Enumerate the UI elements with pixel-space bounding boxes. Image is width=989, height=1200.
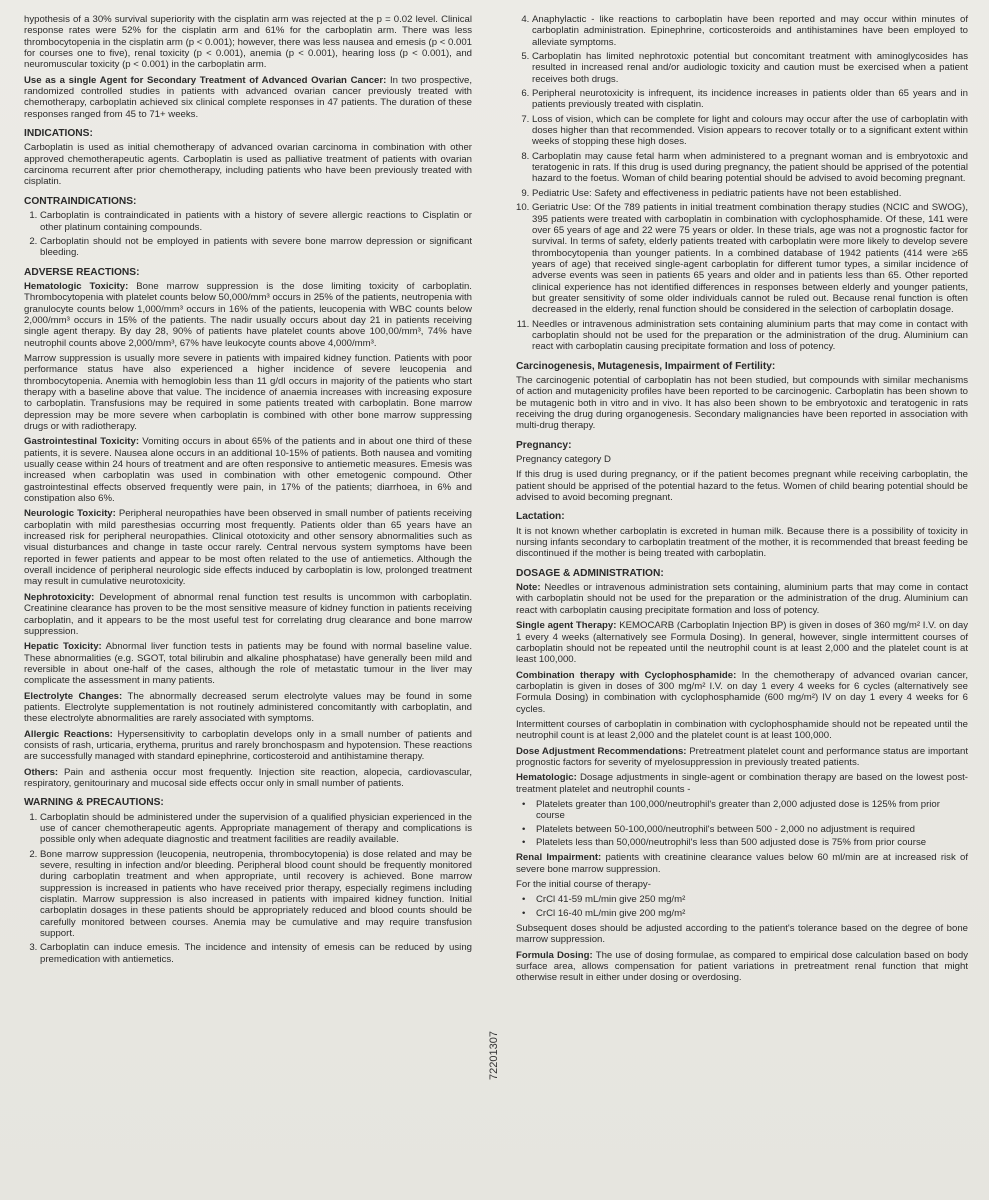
list-item: 8. Carboplatin may cause fetal harm when administered to a pregnant woman and is embryotoxic and teratogenic in rats. If this drug is used during pregnancy, the patient should be apprised of the potential hazard to the foetus. Woman of child bearing potential should be advised to avoid becoming pregnant. [532,151,968,185]
renal-initial: For the initial course of therapy- [516,879,651,891]
contraindications-heading: CONTRAINDICATIONS: [24,195,137,207]
gastro-paragraph: Gastrointestinal Toxicity: Vomiting occurs in about 65% of the patients and in about one third of these patients, it is severe. Nausea alone occurs in an additional 10-15% of patients. Both nausea and vomiting usually cease within 24 hours of treatment and are often responsive to antiemetic measures. Emesis was increased when carboplatin was used in combination with other emetogenic compound. Other gastrointestinal effects observed frequently were pain, in 17% of the patients; diarrhoea, in 6% and constipation also 6%. [24,436,473,505]
intro-paragraph: hypothesis of a 30% survival superiority with the cisplatin arm was rejected at the p = 0.02 level. Clinical response rates were 52% for the cisplatin arm and 61% for the carboplatin arm. There was less thrombocytopenia in the cisplatin arm (p < 0.001); however, there was less nausea and emesis (p < 0.001 for courses one to five), renal toxicity (p < 0.001), anemia (p < 0.001), hearing loss (p < 0.001), and neuromuscular toxicity (p < 0.001) in the carboplatin arm. [24,14,472,71]
list-item: 2. Bone marrow suppression (leucopenia, neutropenia, thrombocytopenia) is dose related and may be severe, resulting in infection and/or bleeding. Peripheral blood count should be frequently monitored during carboplatin treatment and when appropriate, until recovery is achieved. Bone marrow suppression is increased in patients who have received prior therapy, especially regimens including cisplatin. Marrow suppression is also increased in patients with impaired kidney function. Initial carboplatin dosages in these patients should be appropriately reduced and blood counts should be carefully monitored between courses. Anemia may be cumulative and may require transfusion support. [40,849,472,940]
formula-paragraph: Formula Dosing: The use of dosing formulae, as compared to empirical dose calculation based on body surface area, allows compensation for patient variations in pretreatment renal function that might otherwise result in either under dosing or overdosing. [516,949,968,984]
list-item: 5. Carboplatin has limited nephrotoxic potential but concomitant treatment with aminoglycosides has resulted in increased renal and/or audiologic toxicity and caution must be exercised when a patient receives both drugs. [532,51,968,85]
marrow-paragraph: Marrow suppression is usually more severe in patients with impaired kidney function. Patients with poor performance status have also experienced a higher incidence of severe leucopenia and thrombocytopenia. Anemia with hemoglobin less than 11 g/dl occurs in majority of the patients who start therapy with a baseline above that value. The incidence of anaemia increases with increasing exposure to carboplatin. Transfusions may be required in some patients treated with carboplatin. Bone marrow depression may be more severe when carboplatin is combined with other bone marrow suppressing drugs or with radiotherapy. [24,352,472,432]
renal-bullets [516,894,968,919]
intermittent-paragraph: Intermittent courses of carboplatin in combination with cyclophosphamide should not be repeated until the neutrophil count is at least 2,000 and the platelet count is at least 100,000. [516,718,968,742]
list-item: 10. Geriatric Use: Of the 789 patients in initial treatment combination therapy studies (NCIC and SWOG), 395 patients were treated with carboplatin in combination with cyclophosphamide. Of these, 141 were over 65 years of age and 22 were 75 years or older. In these trials, age was not a prognostic factor for survival. In terms of safety, elderly patients treated with carboplatin were more likely to develop severe thrombocytopenia than younger patients. In a combined database of 1942 patients (414 were ≥65 years of age) that received single-agent carboplatin for different tumor types, a similar incidence of adverse events was seen in patients 65 years and older and in patients less than 65. Other reported clinical experience has not identified differences in responses between elderly and younger patients, but greater sensitivity of some older individuals cannot be ruled out. Because renal function is often decreased in the elderly, renal function should be considered in the selection of carboplatin dosage. [532,202,968,315]
left-column [24,14,472,969]
allergic-paragraph: Allergic Reactions: Hypersensitivity to carboplatin develops only in a small number of patients and consists of rash, urticaria, erythema, pruritus and rarely bronchospasm and hypotension. These reactions are successfully managed with standard epinephrine, corticosteroid and antihistamine therapy. [24,728,472,763]
hematologic-paragraph: Hematologic Toxicity: Bone marrow suppression is the dose limiting toxicity of carboplatin. Thrombocytopenia with platelet counts below 50,000/mm³ occurs in 25% of the patients, neutropenia with granulocyte counts below 1,000/mm³ occurs in 16% of the patients, leucopenia with WBC counts below 2,000/mm³ occurs in 15% of the patients. The nadir usually occurs about day 21 in patients receiving single agent therapy. By day 28, 90% of patients have platelet counts above 100,00/mm³, 74% have neutrophil counts above 2,000/mm³, 67% have leukocyte counts above 4,000/mm³. [24,280,472,349]
others-paragraph: Others: Pain and asthenia occur most frequently. Injection site reaction, alopecia, cardiovascular, respiratory, genitourinary and mucosal side effects occur only in small number of patients. [24,766,472,789]
lactation-heading: Lactation: [516,511,565,523]
list-item: 4. Anaphylactic - like reactions to carboplatin have been reported and may occur within minutes of carboplatin administration. Epinephrine, corticosteroids and antihistamines have been employed to alleviate symptoms. [532,14,968,48]
list-item: 11. Needles or intravenous administration sets containing aluminium parts that may come in contact with carboplatin should not be used for the preparation or the administration of the drug. Aluminium can react with carboplatin causing precipitate formation and loss of potency. [532,319,968,353]
right-column [516,14,968,988]
list-item: • Platelets greater than 100,000/neutrophil's greater than 2,000 adjusted dose is 125% from prior course [532,799,968,822]
pregnancy-category: Pregnancy category D [516,454,611,466]
list-item: 9. Pediatric Use: Safety and effectiveness in pediatric patients have not been established. [532,188,968,199]
pregnancy-heading: Pregnancy: [516,439,572,451]
note-paragraph: Note: Needles or intravenous administration sets containing, aluminium parts that may come in contact with carboplatin should not be used for the preparation or the administration of the drug. Aluminium can react with carboplatin causing precipitate formation and loss of potency. [516,582,968,616]
list-item: • Platelets less than 50,000/neutrophil's less than 500 adjusted dose is 75% from prior course [532,837,968,848]
electrolyte-paragraph: Electrolyte Changes: The abnormally decreased serum electrolyte values may be found in some patients. Electrolyte supplementation is not routinely administered concomitantly with carboplatin, and these electrolyte abnormalities are rarely associated with symptoms. [24,690,473,725]
hepatic-paragraph: Hepatic Toxicity: Abnormal liver function tests in patients may be found with normal baseline value. These abnormalities (e.g. SGOT, total bilirubin and alkaline phosphatase) have generally been mild and reversible in about one-half of the cases, although the role of metastatic tumour in the liver may complicate the assessment in many patients. [24,641,472,687]
list-item: 6. Peripheral neurotoxicity is infrequent, its incidence increases in patients older than 65 years and in patients previously treated with cisplatin. [532,88,968,111]
adverse-reactions-heading: ADVERSE REACTIONS: [24,266,140,278]
pregnancy-text: If this drug is used during pregnancy, or if the patient becomes pregnant while receiving carboplatin, the patient should be apprised of the potential hazard to the fetus. Women of child bearing potential should be advised to avoid becoming pregnant. [516,469,968,504]
list-item: 3. Carboplatin can induce emesis. The incidence and intensity of emesis can be reduced by using premedication with antiemetics. [40,942,472,965]
list-item: 2. Carboplatin should not be employed in patients with severe bone marrow depression or significant bleeding. [40,236,472,259]
warning-list [24,812,472,965]
print-code: 72201307 [488,1031,500,1080]
renal-paragraph: Renal Impairment: patients with creatinine clearance values below 60 ml/min are at increased risk of severe bone marrow suppression. [516,852,968,875]
carcinogenesis-heading: Carcinogenesis, Mutagenesis, Impairment of Fertility: [516,360,776,372]
combination-paragraph: Combination therapy with Cyclophosphamide: In the chemotherapy of advanced ovarian cancer, carboplatin is given in doses of 300 mg/m² I.V. on day 1 every 4 weeks for 6 cycles (alternatively see Formula Dosing) in combination with cyclophosphamide (600 mg/m²) IV on day 1 every 4 weeks for 6 cycles. [516,669,969,715]
hematologic-bullets [516,799,968,848]
list-item: 1. Carboplatin is contraindicated in patients with a history of severe allergic reactions to Cisplatin or other platinum containing compounds. [40,210,472,233]
warning-list-continued [516,14,968,353]
dose-adjustment-paragraph: Dose Adjustment Recommendations: Pretreatment platelet count and performance status are important prognostic factors for severity of myelosuppression in previously treated patients. [516,745,968,768]
single-agent-paragraph: Use as a single Agent for Secondary Treatment of Advanced Ovarian Cancer: In two prospective, randomized controlled studies in patients with advanced ovarian cancer previously treated with chemotherapy, carboplatin achieved six clinical complete responses in 47 patients. The duration of these responses ranged from 45 to 71+ weeks. [24,74,473,120]
indications-text: Carboplatin is used as initial chemotherapy of advanced ovarian carcinoma in combination with other approved chemotherapeutic agents. Carboplatin is used as palliative treatment of patients with ovarian carcinoma recurrent after prior chemotherapy, including patients who have been previously treated with cisplatin. [24,142,472,188]
lactation-text: It is not known whether carboplatin is excreted in human milk. Because there is a possibility of toxicity in nursing infants secondary to carboplatin treatment of the mother, it is recommended that breast feeding be discontinued if the mother is being treated with carboplatin. [516,525,968,560]
list-item: • Platelets between 50-100,000/neutrophil's between 500 - 2,000 no adjustment is required [532,824,968,835]
list-item: • CrCl 41-59 mL/min give 250 mg/m² [532,894,968,905]
contraindications-list [24,210,472,258]
neuro-paragraph: Neurologic Toxicity: Peripheral neuropathies have been observed in small number of patients receiving carboplatin with mild paresthesias occurring most frequently. Patients older than 65 years have an increased risk for peripheral neuropathies. Clinical ototoxicity and other sensory abnormalities such as visual disturbances and change in taste occur rarely. Central nervous system symptoms have been reported in fewer patients and appear to be most often related to the use of antiemetics. Although the overall incidence of peripheral neurologic side effects induced by carboplatin is low, prolonged treatment may result in cumulative neurotoxicity. [24,508,472,588]
carcinogenesis-text: The carcinogenic potential of carboplatin has not been studied, but compounds with similar mechanisms of action and mutagenicity profiles have been reported to be carcinogenic. Carboplatin has been shown to be mutagenic both in vitro and in vivo. It has also been shown to be embryotoxic and teratogenic in rats receiving the drug during organogenesis. Secondary malignancies have been reported in association with multi-drug therapy. [516,374,968,432]
dosage-heading: DOSAGE & ADMINISTRATION: [516,567,664,579]
list-item: 7. Loss of vision, which can be complete for light and colours may occur after the use of carboplatin with doses higher than that recommended. Vision appears to recover totally or to a significant extent within weeks of stopping these high doses. [532,114,968,148]
indications-heading: INDICATIONS: [24,128,93,140]
single-agent-title: Use as a single Agent for Secondary Treatment of Advanced Ovarian Cancer: [24,74,387,86]
hematologic-dosage-paragraph: Hematologic: Dosage adjustments in single-agent or combination therapy are based on the lowest post-treatment platelet and neutrophil counts - [516,772,968,795]
nephro-paragraph: Nephrotoxicity: Development of abnormal renal function test results is uncommon with carboplatin. Creatinine clearance has proven to be the most sensitive measure of kidney function in patients receiving carboplatin, and it appears to be the most useful test for correlating drug clearance and bone marrow suppression. [24,591,472,637]
warning-heading: WARNING & PRECAUTIONS: [24,797,164,809]
list-item: • CrCl 16-40 mL/min give 200 mg/m² [532,908,968,919]
list-item: 1. Carboplatin should be administered under the supervision of a qualified physician experienced in the use of cancer chemotherapeutic agents. Appropriate management of therapy and complications is possible only when adequate diagnostic and treatment facilities are readily available. [40,812,472,846]
subsequent-paragraph: Subsequent doses should be adjusted according to the patient's tolerance based on the degree of bone marrow suppression. [516,923,968,946]
single-agent-therapy-paragraph: Single agent Therapy: KEMOCARB (Carboplatin Injection BP) is given in doses of 360 mg/m² I.V. on day 1 every 4 weeks (alternatively see Formula Dosing). In general, however, single intermittent courses of carboplatin should not be repeated until the neutrophil count is at least 2,000 and the platelet count is at least 100,000. [516,620,968,666]
